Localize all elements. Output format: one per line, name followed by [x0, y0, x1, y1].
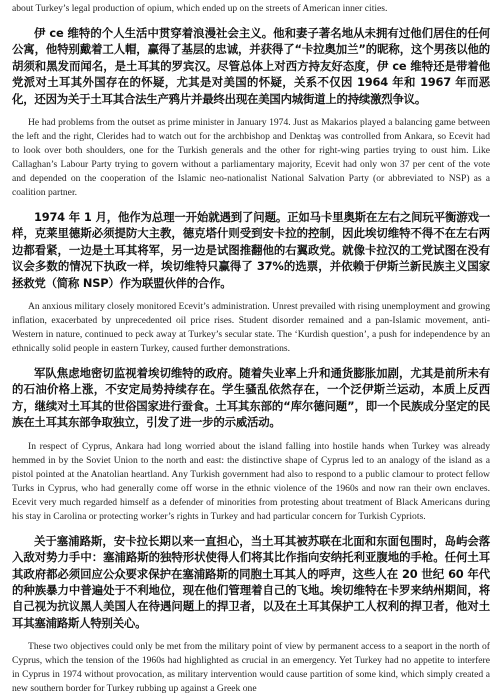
paragraph-en-military: An anxious military closely monitored Ecevit’s administration. Unrest prevailed with rising unemployment and growing inflation, exacerbated by unprecedented oil price rises. Student disorder remained and a pan-Islamic movement, anti-Western in nature, continued to peck away at Turkey’s secular state. The ‘Kurdish question’, a push for independence by an ethnically solid people in eastern Turkey, caused further demonstrations.: [12, 301, 491, 355]
paragraph-zh-prime-minister: 1974 年 1 月，他作为总理一开始就遇到了问题。正如马卡里奥斯在左右之间玩平衡游戏一样，克莱里德斯必须提防大主教，德克塔什则受到安卡拉的控制，因此埃切维特不得不在左右两边都看紧，一边是土耳其将军，另一边是试图推翻他的右翼政党。就像卡拉汉的工党试图在没有议会多数的情况下执政一样，埃切维特只赢得了 37%的选票，并依赖于伊斯兰新民族主义国家拯救党（简称 NSP）作为联盟伙伴的合作。: [12, 210, 490, 290]
paragraph-en-fragment: about Turkey’s legal production of opium, which ended up on the streets of American inner cities.: [12, 3, 388, 14]
paragraph-en-objectives: These two objectives could only be met from the military point of view by permanent access to a seaport in the north of Cyprus, which the tension of the 1960s had highlighted as crucial in an emergency. Yet Turkey had no appetite to interfere in Cyprus in 1974 without provocation, as military intervention would cause partition of some kind, which simply created a new southern border for Turkey rubbing up against a Greek one: [12, 641, 490, 695]
paragraph-en-cyprus: In respect of Cyprus, Ankara had long worried about the island falling into hostile hands when Turkey was already hemmed in by the Soviet Union to the north and east: the distinctive shape of Cyprus led to an analogy of the island as a pistol pointed at the Anatolian heartland. Any Turkish government had also to respond to a public clamour to protect fellow Turks in Cyprus, who had generally come off worse in the ethnic violence of the 1960s and now ran their own enclaves. Ecevit very much regarded himself as a defender of minorities from protesting about treatment of Black Americans during his stay in Carolina or protecting worker’s rights in Turkey and had particular concern for Turkish Cypriots.: [12, 440, 490, 522]
paragraph-gap: [12, 431, 490, 440]
paragraph-gap: [12, 631, 490, 640]
paragraph-zh-ecevit-life: 伊 ce 维特的个人生活中贯穿着浪漫社会主义。他和妻子著名地从未拥有过他们居住的任何公寓，他特别戴着工人帽，赢得了基层的忠诚，并获得了“卡拉奥加兰”的昵称，这个男孩以他的胡须和黑发而闻名，是土耳其的罗宾汉。尽管总体上对西方持友好态度，伊 ce 维特还是带着他党派对土耳其外国存在的怀疑，尤其是对美国的怀疑，关系不仅因 1964 年和 1967 年而恶化，还因为关于土耳其合法生产鸦片并最终出现在美国内城街道上的持续激烈争议。: [12, 26, 490, 106]
paragraph-gap: [12, 16, 490, 25]
paragraph-gap: [12, 524, 490, 533]
paragraph-gap: [12, 291, 490, 300]
paragraph-gap: [12, 200, 490, 209]
paragraph-gap: [12, 107, 490, 116]
paragraph-zh-military: 军队焦虑地密切监视着埃切维特的政府。随着失业率上升和通货膨胀加剧，尤其是前所未有的石油价格上涨，不安定局势持续存在。学生骚乱依然存在，一个泛伊斯兰运动，本质上反西方，继续对土耳其的世俗国家进行蚕食。土耳其东部的“库尔德问题”，即一个民族成分坚定的民族在土耳其东部争取独立，引发了进一步的示威活动。: [12, 366, 490, 430]
paragraph-en-prime-minister: He had problems from the outset as prime minister in January 1974. Just as Makarios played a balancing game between the left and the right, Clerides had to watch out for the archbishop and Denktaş was controlled from Ankara, so Ecevit had to look over both shoulders, one for the Turkish generals and the other for right-wing parties trying to oust him. Like Callaghan’s Labour Party trying to govern without a parliamentary majority, Ecevit had only won 37 per cent of the vote and depended on the cooperation of the Islamic neo-nationalist National Salvation Party (or abbreviated to NSP) as a coalition partner.: [12, 117, 490, 199]
paragraph-gap: [12, 356, 490, 365]
paragraph-zh-cyprus: 关于塞浦路斯，安卡拉长期以来一直担心，当土耳其被苏联在北面和东面包围时，岛屿会落入敌对势力手中：塞浦路斯的独特形状使得人们将其比作指向安纳托利亚腹地的手枪。任何土耳其政府都必须回应公众要求保护在塞浦路斯的同胞土耳其人的呼声，这些人在 20 世纪 60 年代的种族暴力中普遍处于不利地位，现在他们管理着自己的飞地。埃切维特在卡罗来纳州期间，将自己视为抗议黑人美国人在待遇问题上的捍卫者，以及在土耳其保护工人权利的捍卫者，他对土耳其塞浦路斯人特别关心。: [12, 533, 490, 630]
